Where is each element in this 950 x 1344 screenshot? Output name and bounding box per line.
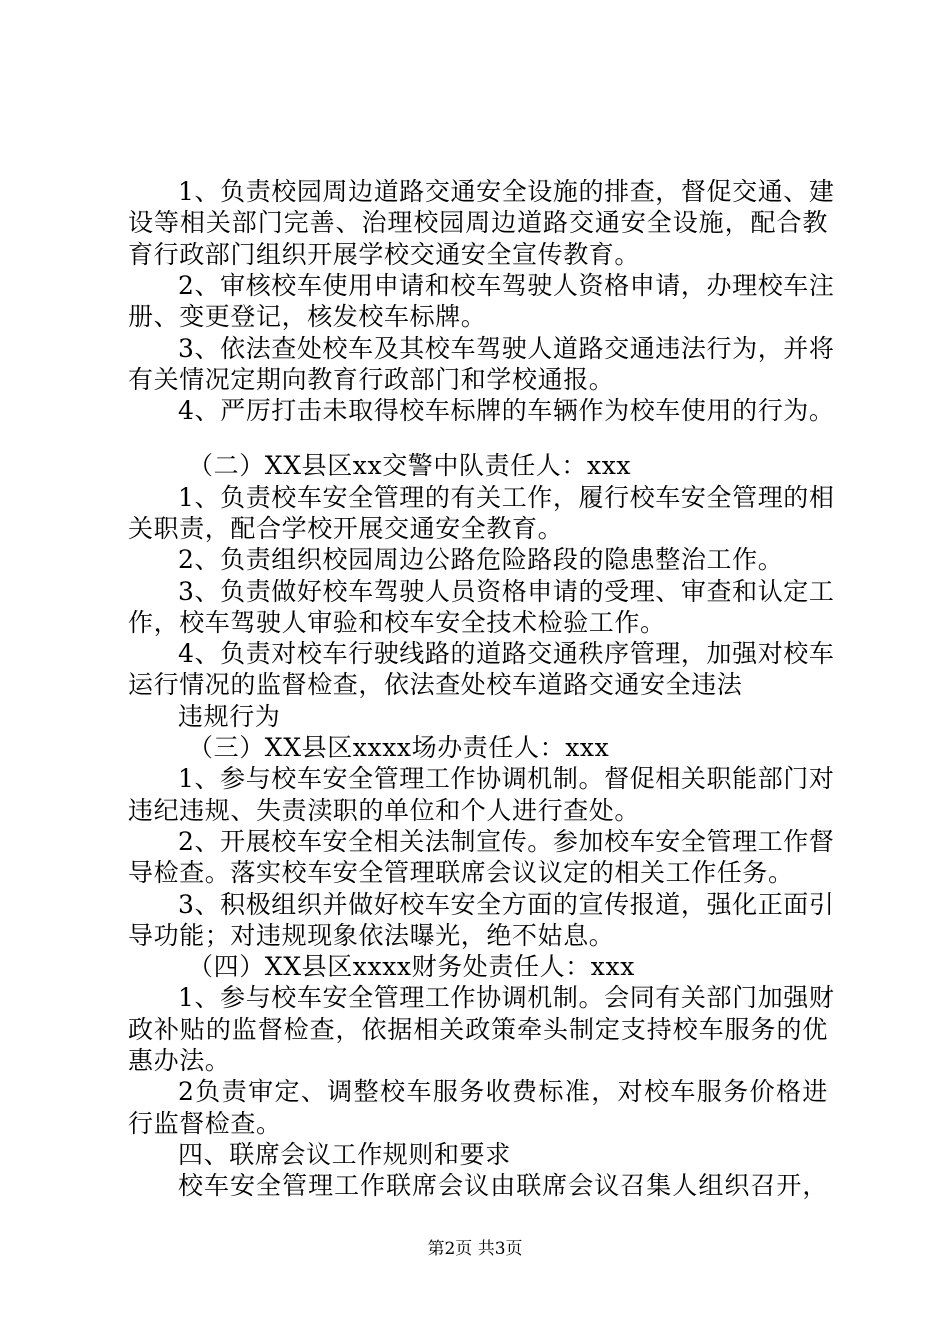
body-line: 有关情况定期向教育行政部门和学校通报。 <box>128 365 615 394</box>
body-line: 2、负责组织校园周边公路危险路段的隐患整治工作。 <box>178 545 784 574</box>
section-heading: （三）XX县区xxxx场办责任人：xxx <box>188 733 610 762</box>
body-line: 3、依法查处校车及其校车驾驶人道路交通违法行为，并将 <box>178 334 835 363</box>
body-line: 关职责，配合学校开展交通安全教育。 <box>128 514 564 543</box>
body-line: 政补贴的监督检查，依据相关政策牵头制定支持校车服务的优 <box>128 1015 828 1044</box>
body-line: 运行情况的监督检查，依法查处校车道路交通安全违法 <box>128 670 743 699</box>
body-line: 1、参与校车安全管理工作协调机制。督促相关职能部门对 <box>178 764 835 793</box>
page-number-footer: 第2页 共3页 <box>427 1239 523 1259</box>
body-line: 2负责审定、调整校车服务收费标准，对校车服务价格进 <box>178 1077 828 1106</box>
body-line: 惠办法。 <box>128 1046 231 1075</box>
body-line: 3、负责做好校车驾驶人员资格申请的受理、审查和认定工 <box>178 577 835 606</box>
body-line: 育行政部门组织开展学校交通安全宣传教育。 <box>128 240 641 269</box>
body-line: 设等相关部门完善、治理校园周边道路交通安全设施，配合教 <box>128 208 828 237</box>
body-line: 导功能；对违规现象依法曝光，绝不姑息。 <box>128 921 615 950</box>
body-line: 1、负责校园周边道路交通安全设施的排查，督促交通、建 <box>178 177 835 206</box>
body-line: 作，校车驾驶人审验和校车安全技术检验工作。 <box>128 608 666 637</box>
body-line: 违规行为 <box>178 702 281 731</box>
body-line: 4、严厉打击未取得校车标牌的车辆作为校车使用的行为。 <box>178 396 835 425</box>
body-line: 违纪违规、失责渎职的单位和个人进行查处。 <box>128 796 641 825</box>
body-line: 1、负责校车安全管理的有关工作，履行校车安全管理的相 <box>178 483 835 512</box>
body-line: 导检查。落实校车安全管理联席会议议定的相关工作任务。 <box>128 858 794 887</box>
body-line: 2、审核校车使用申请和校车驾驶人资格申请，办理校车注 <box>178 271 835 300</box>
section-heading: （二）XX县区xx交警中队责任人：xxx <box>188 451 632 480</box>
body-line: 1、参与校车安全管理工作协调机制。会同有关部门加强财 <box>178 983 835 1012</box>
body-line: 3、积极组织并做好校车安全方面的宣传报道，强化正面引 <box>178 890 835 919</box>
body-line: 行监督检查。 <box>128 1109 282 1138</box>
body-line: 2、开展校车安全相关法制宣传。参加校车安全管理工作督 <box>178 827 835 856</box>
body-line: 4、负责对校车行驶线路的道路交通秩序管理，加强对校车 <box>178 639 835 668</box>
section-heading: （四）XX县区xxxx财务处责任人：xxx <box>188 952 635 981</box>
body-line: 校车安全管理工作联席会议由联席会议召集人组织召开， <box>178 1171 828 1200</box>
body-line: 册、变更登记，核发校车标牌。 <box>128 302 487 331</box>
body-line: 四、联席会议工作规则和要求 <box>178 1140 511 1169</box>
